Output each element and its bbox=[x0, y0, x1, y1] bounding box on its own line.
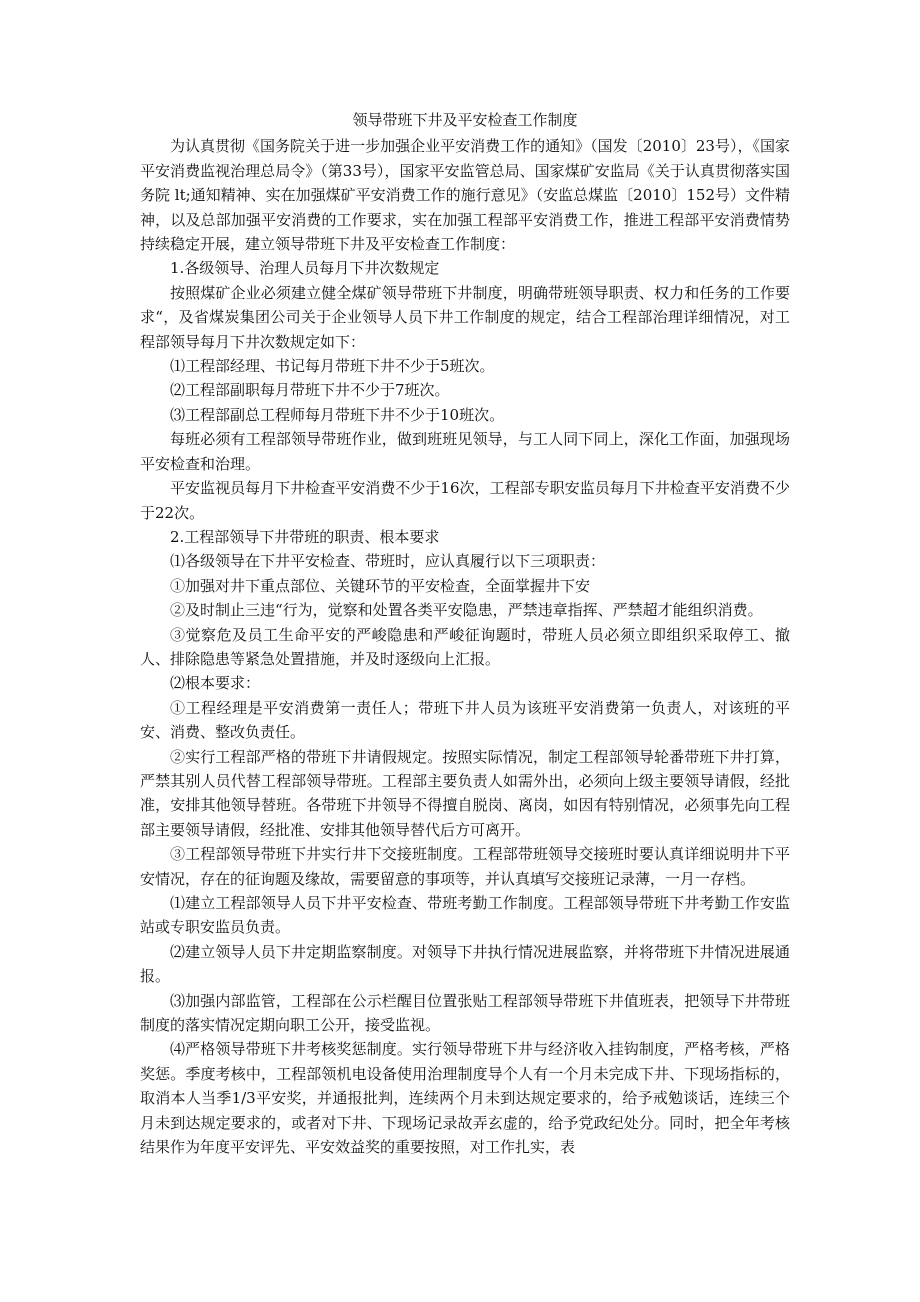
document-body bbox=[140, 108, 790, 1159]
paragraph: 为认真贯彻《国务院关于进一步加强企业平安消费工作的通知》（国发〔2010〕23号），《国家平安消费监视治理总局令》（第33号），国家平安监管总局、国家煤矿安监局《关于认真贯彻落实国务院 lt;通知精神、实在加强煤矿平安消费工作的施行意见》（安监总煤监〔2010〕152号）文件精神，以及总部加强平安消费的工作要求，实在加强工程部平安消费工作，推进工程部平安消费情势持续稳定开展，建立领导带班下井及平安检查工作制度： bbox=[140, 137, 790, 254]
section-heading: 1.各级领导、治理人员每月下井次数规定 bbox=[170, 259, 440, 278]
list-item: ⑶加强内部监管，工程部在公示栏醒目位置张贴工程部领导带班下井值班表，把领导下井带班制度的落实情况定期向职工公开，接受监视。 bbox=[140, 991, 790, 1035]
list-item: ③觉察危及员工生命平安的严峻隐患和严峻征询题时，带班人员必须立即组织采取停工、撤人、排除隐患等紧急处置措施，并及时逐级向上汇报。 bbox=[140, 625, 790, 668]
list-item: ①加强对井下重点部位、关键环节的平安检查，全面掌握井下安 bbox=[170, 576, 591, 595]
document-title: 领导带班下井及平安检查工作制度 bbox=[352, 111, 578, 129]
list-item: ⑵工程部副职每月带班下井不少于7班次。 bbox=[170, 381, 450, 400]
list-item: ⑴建立工程部领导人员下井平安检查、带班考勤工作制度。工程部领导带班下井考勤工作安监站或专职安监员负责。 bbox=[140, 894, 790, 937]
list-item: ②及时制止三违“行为，觉察和处置各类平安隐患，严禁违章指挥、严禁超才能组织消费。 bbox=[170, 601, 763, 620]
list-item: ⑴工程部经理、书记每月带班下井不少于5班次。 bbox=[170, 357, 495, 376]
list-item: ⑵建立领导人员下井定期监察制度。对领导下井执行情况进展监察，并将带班下井情况进展通报。 bbox=[140, 942, 790, 986]
list-item: ⑷严格领导带班下井考核奖惩制度。实行领导带班下井与经济收入挂钩制度，严格考核，严格奖惩。季度考核中，工程部领机电设备使用治理制度导个人有一个月未完成下井、下现场指标的，取消本人当季1/3平安奖，并通报批判，连续两个月未到达规定要求的，给予戒勉谈话，连续三个月未到达规定要求的，或者对下井、下现场记录故弄玄虚的，给予党政纪处分。同时，把全年考核结果作为年度平安评先、平安效益奖的重要按照，对工作扎实，表 bbox=[140, 1040, 790, 1157]
list-item: ⑴各级领导在下井平安检查、带班时，应认真履行以下三项职责： bbox=[170, 552, 606, 571]
list-item: ③工程部领导带班下井实行井下交接班制度。工程部带班领导交接班时要认真详细说明井下平安情况，存在的征询题及缘故，需要留意的事项等，并认真填写交接班记录薄，一月一存档。 bbox=[140, 845, 790, 888]
list-item: ⑵根本要求： bbox=[170, 674, 261, 693]
section-heading: 2.工程部领导下井带班的职责、根本要求 bbox=[170, 527, 440, 546]
paragraph: 按照煤矿企业必须建立健全煤矿领导带班下井制度，明确带班领导职责、权力和任务的工作要求“，及省煤炭集团公司关于企业领导人员下井工作制度的规定，结合工程部治理详细情况，对工程部领导每月下井次数规定如下： bbox=[140, 283, 790, 351]
list-item: ②实行工程部严格的带班下井请假规定。按照实际情况，制定工程部领导轮番带班下井打算，严禁其别人员代替工程部领导带班。工程部主要负责人如需外出，必须向上级主要领导请假，经批准，安排其他领导替班。各带班下井领导不得擅自脱岗、离岗，如因有特别情况，必须事先向工程部主要领导请假，经批准、安排其他领导替代后方可离开。 bbox=[140, 747, 790, 839]
paragraph: 每班必须有工程部领导带班作业，做到班班见领导，与工人同下同上，深化工作面，加强现场平安检查和治理。 bbox=[140, 430, 790, 473]
list-item: ⑶工程部副总工程师每月带班下井不少于10班次。 bbox=[170, 405, 505, 424]
list-item: ①工程经理是平安消费第一责任人；带班下井人员为该班平安消费第一负责人，对该班的平安、消费、整改负责任。 bbox=[140, 698, 790, 742]
paragraph: 平安监视员每月下井检查平安消费不少于16次，工程部专职安监员每月下井检查平安消费不少于22次。 bbox=[140, 479, 790, 522]
